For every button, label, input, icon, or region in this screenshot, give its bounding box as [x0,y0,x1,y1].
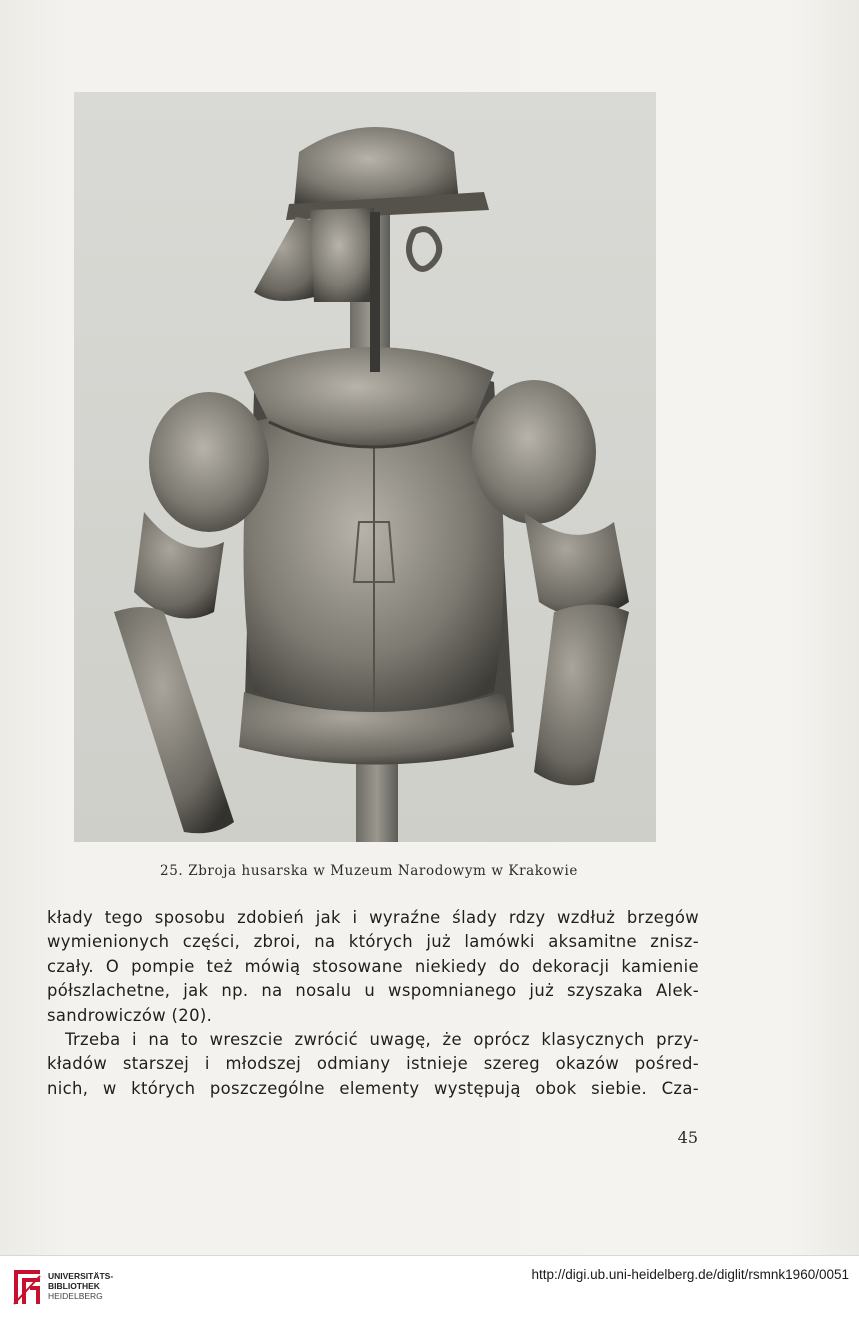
library-line: BIBLIOTHEK [48,1281,100,1291]
text-line: wymienionych części, zbroi, na których już lamówki aksamitne znisz- [47,932,699,952]
text-line: Trzeba i na to wreszcie zwrócić uwagę, że oprócz klasycznych przy- [65,1030,699,1049]
text-line: półszlachetne, jak np. na nosalu u wspomnianego już szyszaka Alek- [47,981,699,1001]
library-line: UNIVERSITÄTS- [48,1271,114,1281]
text-line: nich, w których poszczególne elementy występują obok siebie. Cza- [47,1078,699,1098]
text-line: kładów starszej i młodszej odmiany istnieje szereg okazów pośred- [47,1054,699,1074]
library-name[interactable] [48,1271,113,1301]
ub-heidelberg-logo-icon[interactable] [10,1264,44,1308]
library-line: HEIDELBERG [48,1291,103,1301]
source-url-link[interactable]: http://digi.ub.uni-heidelberg.de/diglit/rsmnk1960/0051 [531,1267,849,1282]
text-line: sandrowiczów (20). [47,1005,213,1025]
page-number: 45 [677,1128,698,1147]
hussar-armour-image [74,92,656,842]
library-footer [0,1255,859,1318]
paragraph-2 [47,1028,699,1101]
text-line: czały. O pompie też mówią stosowane niekiedy do dekoracji kamienie [47,956,699,976]
paragraph-1 [47,906,699,1028]
text-line: kłady tego sposobu zdobień jak i wyraźne ślady rdzy wzdłuż brzegów [47,908,699,927]
armour-photograph [74,92,656,842]
figure-caption: 25. Zbroja husarska w Muzeum Narodowym w Krakowie [160,863,578,879]
